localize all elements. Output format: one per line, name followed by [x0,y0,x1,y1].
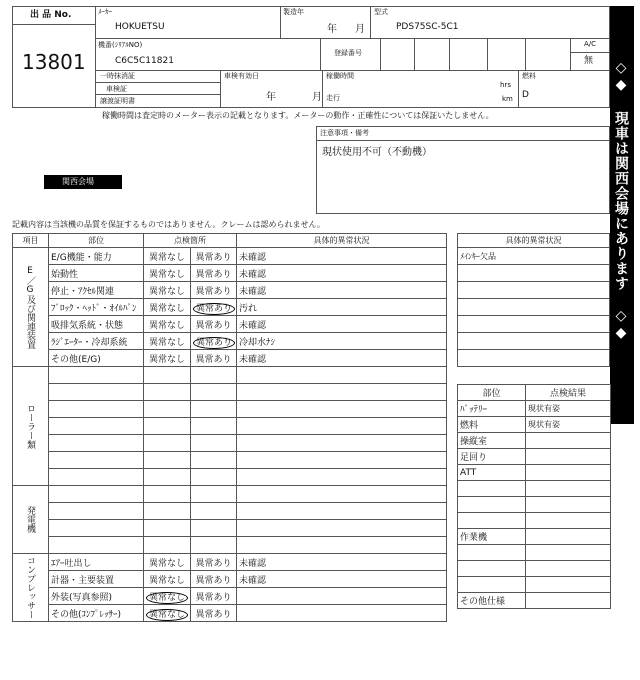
detail-cell [237,486,447,503]
table-row [13,248,447,265]
check-row [458,561,611,577]
part-cell: 吸排気系統・状態 [49,316,144,333]
no-issue-cell [144,282,191,299]
no-issue-cell [144,605,191,622]
detail-cell [237,469,447,486]
check-row [458,529,611,545]
venue-label: 関西会場 [62,177,94,186]
no-issue-cell [144,401,191,418]
no-issue-cell [144,248,191,265]
check-result [526,497,611,513]
empty-cell [458,545,526,561]
distance-label: 走行 [326,94,340,102]
part-cell: その他(E/G) [49,350,144,367]
right-detail-table [457,233,610,367]
no-issue-cell [144,367,191,384]
issue-label: 異常あり [195,269,232,280]
empty-cell [458,497,526,513]
detail-cell: 汚れ [237,299,447,316]
check-result [526,561,611,577]
check-result [526,545,611,561]
detail-cell: 未確認 [237,316,447,333]
check-row [458,497,611,513]
table-row [13,588,447,605]
transfer-cert-label: 譲渡証明書 [100,97,135,105]
detail-cell [237,452,447,469]
inspection-year-unit: 年 [266,92,276,103]
check-row [458,593,611,609]
empty-row [13,469,447,486]
check-row [458,433,611,449]
work-equipment-label: 作業機 [458,529,526,545]
empty-row [13,537,447,554]
detail-cell: 未確認 [237,554,447,571]
check-row [458,449,611,465]
issue-cell [191,367,237,384]
empty-cell [458,561,526,577]
section-name: E／G及び関連装置 [13,248,49,367]
serial-value: C6C5C11821 [115,56,174,66]
no-issue-cell [144,588,191,605]
check-row [458,513,611,529]
header-block [12,6,610,108]
detail-cell [237,401,447,418]
issue-cell [191,537,237,554]
no-issue-label: 異常なし [148,286,185,297]
ac-label: A/C [584,40,597,48]
detail-cell: 未確認 [237,571,447,588]
empty-cell [458,577,526,593]
detail-cell [237,367,447,384]
check-result [526,465,611,481]
part-cell [49,469,144,486]
issue-label: 異常あり [193,303,235,315]
empty-row [13,486,447,503]
empty-cell [458,513,526,529]
empty-row [13,503,447,520]
detail-cell: 冷却水ﾅｼ [237,333,447,350]
no-issue-label: 異常なし [148,320,185,331]
lot-number: 13801 [22,50,86,74]
issue-label: 異常あり [195,320,232,331]
section-name: 発電機 [13,486,49,554]
empty-row [13,384,447,401]
main-inspection-table [12,233,447,622]
km-unit: km [502,95,513,103]
issue-cell [191,265,237,282]
remarks-label: 注意事項・備考 [320,129,369,137]
issue-cell [191,248,237,265]
empty-row [13,418,447,435]
part-cell: 停止・ｱｸｾﾙ関連 [49,282,144,299]
part-cell: その他(ｺﾝﾌﾟﾚｯｻｰ) [49,605,144,622]
issue-cell [191,520,237,537]
fuel-label: 燃料 [522,72,536,80]
issue-label: 異常あり [195,354,232,365]
check-part: 足回り [458,449,526,465]
section-name: ローラー類 [13,367,49,486]
issue-cell [191,605,237,622]
detail-cell: 未確認 [237,248,447,265]
part-cell [49,384,144,401]
issue-cell [191,333,237,350]
no-issue-cell [144,333,191,350]
issue-cell [191,401,237,418]
part-cell: ﾌﾞﾛｯｸ・ﾍｯﾄﾞ・ｵｲﾙﾊﾟﾝ [49,299,144,316]
part-cell [49,401,144,418]
no-issue-label: 異常なし [148,303,185,314]
part-cell [49,503,144,520]
table-row [13,265,447,282]
empty-row [13,520,447,537]
lot-label: 出 品 No. [30,10,72,20]
table-row [13,282,447,299]
empty-row [13,367,447,384]
detail-cell [237,605,447,622]
detail-cell: 未確認 [237,350,447,367]
part-cell [49,452,144,469]
issue-cell [191,469,237,486]
issue-cell [191,418,237,435]
part-cell [49,418,144,435]
no-issue-cell [144,350,191,367]
registration-label: 登録番号 [334,49,362,57]
inspection-month-unit: 月 [312,92,322,103]
part-cell: ｴｱｰ吐出し [49,554,144,571]
part-cell: E/G機能・能力 [49,248,144,265]
remarks-value: 現状使用不可（不動機） [322,147,432,158]
issue-cell [191,350,237,367]
no-issue-cell [144,384,191,401]
empty-cell [458,481,526,497]
detail-cell [237,588,447,605]
no-issue-cell [144,299,191,316]
col-item: 項目 [13,234,49,248]
issue-cell [191,452,237,469]
no-issue-cell [144,452,191,469]
year-label: 製造年 [283,8,304,16]
no-issue-label: 異常なし [146,592,188,604]
table-row [13,554,447,571]
check-part: 燃料 [458,417,526,433]
part-cell: 計器・主要装置 [49,571,144,588]
empty-row [13,401,447,418]
col-check: 点検箇所 [144,234,237,248]
right-detail-first: ﾒｲﾝｷｰ欠品 [458,248,610,265]
col-part: 部位 [49,234,144,248]
no-issue-label: 異常なし [148,575,185,586]
check-result [526,513,611,529]
no-issue-cell [144,520,191,537]
check-row [458,401,611,417]
issue-label: 異常あり [195,575,232,586]
issue-cell [191,503,237,520]
table-row [13,316,447,333]
maker-value: HOKUETSU [115,22,165,32]
no-issue-cell [144,554,191,571]
check-result: 現状有姿 [526,401,611,417]
check-result: 現状有姿 [526,417,611,433]
part-cell [49,486,144,503]
issue-label: 異常あり [195,592,232,603]
issue-cell [191,571,237,588]
no-issue-cell [144,571,191,588]
empty-row [13,435,447,452]
right-check-col-part: 部位 [458,385,526,401]
check-result [526,449,611,465]
serial-label: 機番(ｼﾘｱﾙNO) [98,41,143,49]
no-issue-cell [144,435,191,452]
table-row [13,350,447,367]
check-result [526,593,611,609]
no-issue-cell [144,486,191,503]
issue-cell [191,588,237,605]
model-value: PDS75SC-5C1 [396,22,459,32]
no-issue-cell [144,503,191,520]
check-row [458,481,611,497]
empty-row [13,452,447,469]
check-row [458,465,611,481]
check-part: ﾊﾞｯﾃﾘｰ [458,401,526,417]
no-issue-label: 異常なし [148,354,185,365]
month-unit: 月 [355,24,365,35]
detail-cell [237,503,447,520]
part-cell [49,520,144,537]
other-spec-label: その他仕様 [458,593,526,609]
issue-cell [191,486,237,503]
hours-label: 稼働時間 [326,72,354,80]
no-issue-cell [144,265,191,282]
issue-cell [191,316,237,333]
check-result [526,529,611,545]
check-row [458,545,611,561]
issue-cell [191,299,237,316]
temp-cert-label: 一時抹消証 [100,72,135,80]
col-detail: 具体的異常状況 [237,234,447,248]
model-label: 型式 [374,8,388,16]
no-issue-label: 異常なし [148,252,185,263]
right-detail-header: 具体的異常状況 [458,234,610,248]
no-issue-label: 異常なし [148,269,185,280]
table-row [13,333,447,350]
issue-label: 異常あり [195,558,232,569]
ac-value: 無 [584,56,594,66]
no-issue-cell [144,537,191,554]
issue-cell [191,282,237,299]
issue-cell [191,435,237,452]
part-cell [49,435,144,452]
no-issue-cell [144,469,191,486]
detail-cell [237,537,447,554]
year-unit: 年 [327,24,337,35]
right-check-col-result: 点検結果 [526,385,611,401]
part-cell [49,537,144,554]
issue-label: 異常あり [193,337,235,349]
check-part: 操縦室 [458,433,526,449]
table-row [13,605,447,622]
no-issue-cell [144,418,191,435]
detail-cell [237,384,447,401]
table-row [13,299,447,316]
hrs-unit: hrs [500,81,511,89]
detail-cell: 未確認 [237,265,447,282]
issue-label: 異常あり [195,609,232,620]
side-banner-text: ◇◆ 現車は関西会場にあります ◇◆ [613,60,629,342]
check-row [458,417,611,433]
detail-cell [237,520,447,537]
hours-note: 稼働時間は査定時のメーター表示の記載となります。メーターの動作・正確性については保証いたしません。 [102,111,494,120]
section-name: コンプレッサー [13,554,49,622]
issue-label: 異常あり [195,252,232,263]
part-cell [49,367,144,384]
check-result [526,433,611,449]
maker-label: ﾒｰｶｰ [98,8,112,16]
disclaimer: 記載内容は当該機の品質を保証するものではありません。クレームは認められません。 [12,220,325,229]
issue-cell [191,554,237,571]
check-part: ATT [458,465,526,481]
table-row [13,571,447,588]
check-result [526,481,611,497]
issue-label: 異常あり [195,286,232,297]
part-cell: ﾗｼﾞｴｰﾀｰ・冷却系統 [49,333,144,350]
no-issue-label: 異常なし [148,337,185,348]
part-cell: 外装(写真参照) [49,588,144,605]
inspection-label: 車検有効日 [224,72,259,80]
no-issue-label: 異常なし [148,558,185,569]
right-check-table [457,384,611,609]
fuel-value: D [522,90,529,100]
detail-cell: 未確認 [237,282,447,299]
detail-cell [237,418,447,435]
no-issue-label: 異常なし [146,609,188,621]
issue-cell [191,384,237,401]
no-issue-cell [144,316,191,333]
detail-cell [237,435,447,452]
vehicle-cert-label: 車検証 [106,85,127,93]
check-result [526,577,611,593]
check-row [458,577,611,593]
part-cell: 始動性 [49,265,144,282]
